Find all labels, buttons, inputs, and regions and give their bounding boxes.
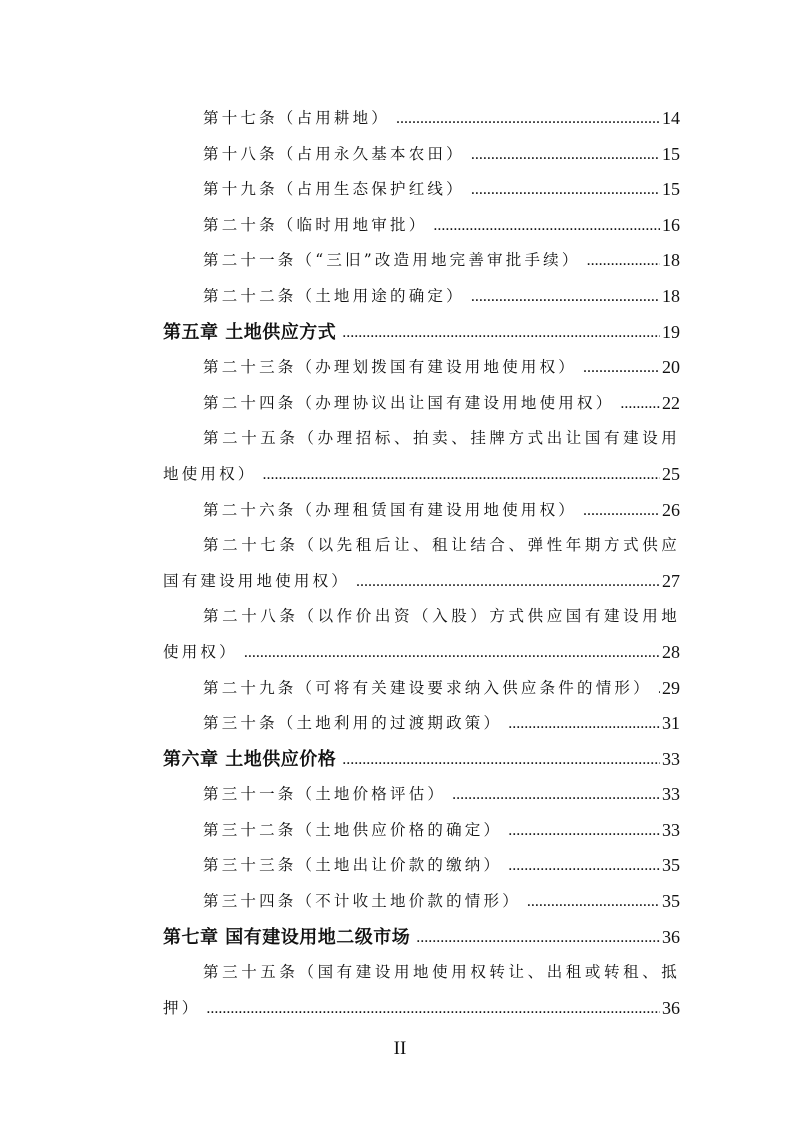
toc-page-number: 26 (662, 499, 680, 520)
toc-article[interactable] (163, 279, 680, 315)
toc-article[interactable] (163, 528, 680, 564)
toc-entry-title: 第二十五条（办理招标、拍卖、挂牌方式出让国有建设用 (203, 429, 680, 448)
toc-article[interactable] (163, 955, 680, 991)
toc-entry-title: 第二十七条（以先租后让、租让结合、弹性年期方式供应 (203, 536, 680, 555)
dot-leader (396, 101, 660, 137)
toc-entry-title: 第七章 国有建设用地二级市场 (163, 926, 411, 948)
dot-leader (244, 635, 660, 671)
dot-leader (471, 137, 660, 173)
toc-page-number: 31 (662, 713, 680, 734)
dot-leader (471, 279, 660, 315)
toc-article[interactable] (163, 137, 680, 173)
toc-page-number: 14 (662, 108, 680, 128)
toc-page-number: 27 (662, 570, 680, 591)
dot-leader (658, 671, 660, 707)
toc-entry-title: 第二十条（临时用地审批） (203, 215, 428, 234)
toc-article[interactable] (163, 386, 680, 422)
toc-page-number: 18 (662, 285, 680, 306)
toc-article[interactable] (163, 243, 680, 279)
toc-article-continued[interactable] (163, 457, 680, 493)
dot-leader (433, 208, 660, 244)
toc-article[interactable] (163, 813, 680, 849)
toc-entry-title: 第二十一条（“三旧”改造用地完善审批手续） (203, 251, 581, 270)
toc-chapter[interactable] (163, 920, 680, 956)
toc-entry-title: 第三十二条（土地供应价格的确定） (203, 820, 503, 839)
toc-entry-title: 地使用权） (163, 464, 257, 483)
toc-page-number: 33 (662, 748, 680, 769)
page-number: II (393, 1038, 407, 1059)
toc-entry-title: 第三十一条（土地价格评估） (203, 785, 447, 804)
toc-article[interactable] (163, 421, 680, 457)
toc-page-number: 28 (662, 641, 680, 662)
dot-leader (263, 457, 660, 493)
toc-page-number: 29 (662, 677, 680, 698)
toc-page-number: 36 (662, 997, 680, 1018)
dot-leader (342, 315, 660, 351)
dot-leader (587, 243, 660, 279)
toc-article[interactable] (163, 208, 680, 244)
dot-leader (206, 991, 660, 1027)
toc-page-number: 33 (662, 784, 680, 805)
toc-page-number: 25 (662, 463, 680, 484)
table-of-contents (163, 101, 680, 1026)
toc-entry-title: 第二十六条（办理租赁国有建设用地使用权） (203, 500, 578, 519)
toc-entry-title: 第三十条（土地利用的过渡期政策） (203, 714, 503, 733)
dot-leader (583, 350, 660, 386)
toc-entry-title: 第二十二条（土地用途的确定） (203, 286, 465, 305)
toc-page-number: 35 (662, 891, 680, 912)
toc-article[interactable] (163, 706, 680, 742)
dot-leader (527, 884, 660, 920)
toc-entry-title: 第六章 土地供应价格 (163, 748, 337, 770)
toc-entry-title: 第三十四条（不计收土地价款的情形） (203, 892, 521, 911)
toc-article[interactable] (163, 671, 680, 707)
toc-entry-title: 使用权） (163, 642, 238, 661)
toc-article[interactable] (163, 777, 680, 813)
toc-entry-title: 押） (163, 998, 201, 1017)
dot-leader (508, 813, 660, 849)
toc-page-number: 16 (662, 214, 680, 235)
toc-entry-title: 第三十三条（土地出让价款的缴纳） (203, 856, 503, 875)
toc-page-number: 36 (662, 926, 680, 947)
toc-page-number: 18 (662, 250, 680, 271)
dot-leader (452, 777, 660, 813)
toc-article-continued[interactable] (163, 991, 680, 1027)
toc-article[interactable] (163, 848, 680, 884)
toc-page-number: 20 (662, 357, 680, 378)
toc-entry-title: 第二十八条（以作价出资（入股）方式供应国有建设用地 (203, 607, 680, 626)
toc-entry-title: 第三十五条（国有建设用地使用权转让、出租或转租、抵 (203, 963, 680, 982)
toc-page-number: 33 (662, 819, 680, 840)
toc-chapter[interactable] (163, 742, 680, 778)
toc-entry-title: 第十九条（占用生态保护红线） (203, 180, 465, 199)
toc-page-number: 15 (662, 143, 680, 164)
toc-page-number: 15 (662, 179, 680, 200)
dot-leader (583, 493, 660, 529)
toc-page-number: 35 (662, 855, 680, 876)
toc-article[interactable] (163, 493, 680, 529)
toc-page-number: 22 (662, 392, 680, 413)
toc-entry-title: 第二十九条（可将有关建设要求纳入供应条件的情形） (203, 678, 652, 697)
toc-entry-title: 国有建设用地使用权） (163, 571, 351, 590)
dot-leader (416, 920, 660, 956)
toc-entry-title: 第五章 土地供应方式 (163, 321, 337, 343)
dot-leader (342, 742, 660, 778)
toc-entry-title: 第十八条（占用永久基本农田） (203, 144, 465, 163)
dot-leader (508, 848, 660, 884)
dot-leader (508, 706, 660, 742)
toc-article[interactable] (163, 599, 680, 635)
dot-leader (356, 564, 660, 600)
toc-article-continued[interactable] (163, 564, 680, 600)
dot-leader (471, 172, 660, 208)
toc-article[interactable] (163, 172, 680, 208)
toc-article[interactable] (163, 101, 680, 137)
toc-article[interactable] (163, 350, 680, 386)
toc-article[interactable] (163, 884, 680, 920)
toc-entry-title: 第二十四条（办理协议出让国有建设用地使用权） (203, 393, 615, 412)
dot-leader (620, 386, 660, 422)
toc-article-continued[interactable] (163, 635, 680, 671)
toc-entry-title: 第十七条（占用耕地） (203, 109, 391, 127)
toc-entry-title: 第二十三条（办理划拨国有建设用地使用权） (203, 358, 578, 377)
toc-page-number: 19 (662, 321, 680, 342)
toc-chapter[interactable] (163, 315, 680, 351)
